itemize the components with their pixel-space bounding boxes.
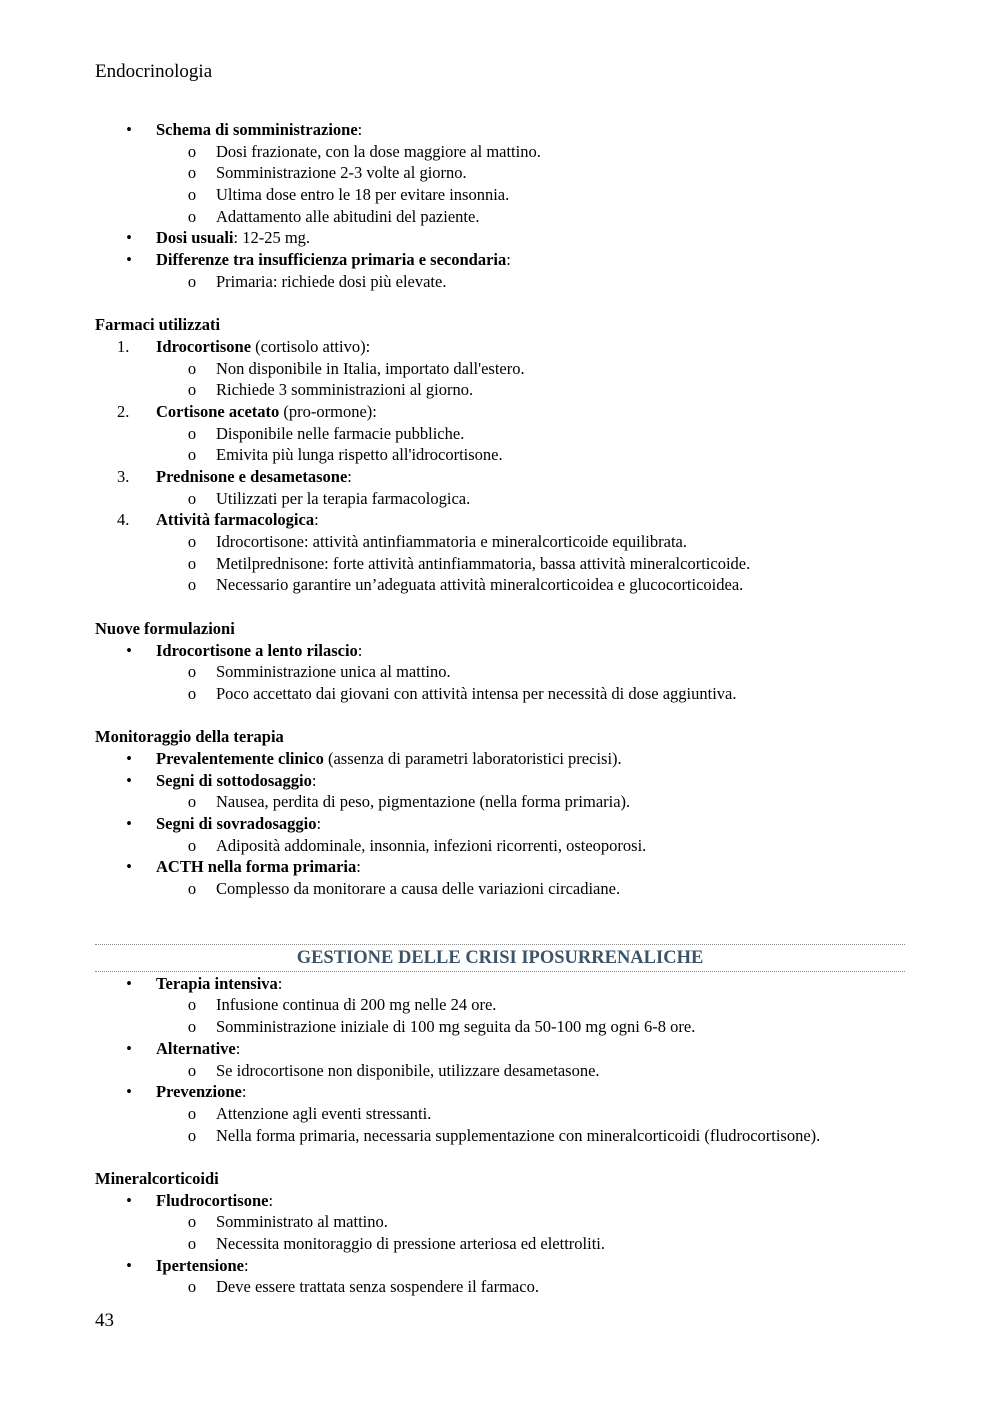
sub-item: o Somministrazione iniziale di 100 mg seguita da 50-100 mg ogni 6-8 ore. [187, 1017, 696, 1037]
item-number: 4. [117, 510, 130, 530]
bullet-marker: • [126, 250, 132, 270]
sub-item: o Ultima dose entro le 18 per evitare insonnia. [187, 185, 510, 205]
sub-marker: o [187, 1060, 197, 1080]
sub-item: o Poco accettato dai giovani con attività intensa per necessità di dose aggiuntiva. [187, 683, 737, 703]
numbered-item: 2. Cortisone acetato (pro-ormone): [117, 401, 377, 421]
bullet-marker: • [126, 1038, 132, 1058]
bullet-item: • Prevenzione: [95, 1081, 910, 1103]
sub-item: o Somministrato al mattino. [187, 1212, 388, 1232]
bullet-item: • Segni di sovradosaggio: [95, 813, 910, 835]
bullet-marker: • [126, 1255, 132, 1275]
spacer [95, 900, 910, 938]
bullet-marker: • [126, 228, 132, 248]
sub-marker: o [187, 163, 197, 183]
spacer [95, 1146, 910, 1168]
sub-item: o Dosi frazionate, con la dose maggiore al mattino. [187, 141, 541, 161]
bullet-item: • Alternative: [95, 1038, 910, 1060]
sub-item: o Nella forma primaria, necessaria supplementazione con mineralcorticoidi (fludrocortisone). [187, 1125, 821, 1145]
sub-marker: o [187, 792, 197, 812]
sub-item: o Complesso da monitorare a causa delle variazioni circadiane. [187, 879, 621, 899]
sub-marker: o [187, 575, 197, 595]
bullet-item: • Prevalentemente clinico (assenza di parametri laboratoristici precisi). [95, 748, 910, 770]
sub-item: o Idrocortisone: attività antinfiammatoria e mineralcorticoide equilibrata. [187, 532, 687, 552]
sub-item: o Adattamento alle abitudini del paziente. [187, 206, 480, 226]
sub-item: o Somministrazione unica al mattino. [187, 662, 451, 682]
sub-item: o Metilprednisone: forte attività antinfiammatoria, bassa attività mineralcorticoide. [187, 553, 751, 573]
bullet-marker: • [126, 973, 132, 993]
numbered-item: 1. Idrocortisone (cortisolo attivo): [117, 336, 371, 356]
sub-item: o Primaria: richiede dosi più elevate. [187, 271, 447, 291]
bullet-item: • Dosi usuali: 12-25 mg. [95, 227, 910, 249]
item-number: 2. [117, 401, 130, 421]
sub-marker: o [187, 358, 197, 378]
section-heading: Monitoraggio della terapia [95, 727, 284, 747]
sub-item: o Richiede 3 somministrazioni al giorno. [187, 380, 474, 400]
bullet-marker: • [126, 814, 132, 833]
sub-marker: o [187, 1103, 197, 1123]
sub-marker: o [187, 662, 197, 682]
spacer [95, 705, 910, 727]
sub-marker: o [187, 532, 197, 552]
sub-marker: o [187, 1234, 197, 1253]
sub-item: o Nausea, perdita di peso, pigmentazione (nella forma primaria). [187, 792, 631, 812]
sub-item: o Infusione continua di 200 mg nelle 24 ore. [187, 995, 497, 1015]
bullet-marker: • [126, 770, 132, 790]
sub-marker: o [187, 1277, 197, 1297]
sub-item: o Emivita più lunga rispetto all'idrocortisone. [187, 445, 503, 465]
bullet-item: • Schema di somministrazione: [95, 119, 910, 141]
sub-item: o Necessario garantire un’adeguata attività mineralcorticoidea e glucocorticoidea. [187, 575, 744, 595]
item-number: 1. [117, 336, 130, 356]
sub-marker: o [187, 185, 197, 205]
sub-marker: o [187, 206, 197, 226]
bullet-item: • Terapia intensiva: [95, 973, 910, 995]
sub-marker: o [187, 995, 197, 1015]
sub-item: o Somministrazione 2-3 volte al giorno. [187, 163, 467, 183]
page-number: 43 [95, 1310, 114, 1331]
sub-marker: o [187, 1212, 197, 1232]
bullet-item: • Idrocortisone a lento rilascio: [95, 640, 910, 662]
sub-marker: o [187, 1017, 197, 1037]
bullet-item: • Differenze tra insufficienza primaria e secondaria: [95, 249, 910, 271]
section-heading: Farmaci utilizzati [95, 315, 221, 335]
sub-item: o Necessita monitoraggio di pressione arteriosa ed elettroliti. [187, 1234, 606, 1253]
bullet-marker: • [126, 857, 132, 877]
sub-marker: o [187, 271, 197, 291]
bullet-item: • Ipertensione: [95, 1255, 910, 1277]
section-banner: GESTIONE DELLE CRISI IPOSURRENALICHE [95, 944, 905, 972]
sub-item: o Adiposità addominale, insonnia, infezioni ricorrenti, osteoporosi. [187, 835, 647, 855]
bullet-marker: • [126, 1190, 132, 1210]
sub-item: o Utilizzati per la terapia farmacologica. [187, 488, 471, 508]
spacer [95, 293, 910, 315]
page-content [95, 119, 910, 1298]
numbered-item: 3. Prednisone e desametasone: [117, 467, 352, 486]
section-heading: Nuove formulazioni [95, 618, 235, 638]
sub-marker: o [187, 879, 197, 899]
sub-marker: o [187, 553, 197, 573]
sub-marker: o [187, 141, 197, 161]
bullet-marker: • [126, 640, 132, 660]
running-header: Endocrinologia [95, 61, 213, 82]
sub-item: o Attenzione agli eventi stressanti. [187, 1103, 432, 1123]
sub-marker: o [187, 445, 197, 465]
sub-item: o Deve essere trattata senza sospendere il farmaco. [187, 1277, 539, 1297]
bullet-item: • ACTH nella forma primaria: [95, 856, 910, 878]
sub-marker: o [187, 835, 197, 855]
spacer [95, 596, 910, 618]
bullet-marker: • [126, 120, 132, 139]
sub-item: o Se idrocortisone non disponibile, utilizzare desametasone. [187, 1060, 600, 1080]
bullet-item: • Fludrocortisone: [95, 1190, 910, 1212]
bullet-marker: • [126, 1082, 132, 1102]
numbered-item: 4. Attività farmacologica: [117, 510, 319, 530]
sub-marker: o [187, 488, 197, 508]
sub-item: o Disponibile nelle farmacie pubbliche. [187, 423, 465, 443]
sub-marker: o [187, 423, 197, 443]
item-number: 3. [117, 467, 130, 486]
sub-marker: o [187, 1125, 197, 1145]
sub-item: o Non disponibile in Italia, importato dall'estero. [187, 358, 525, 378]
sub-marker: o [187, 683, 197, 703]
bullet-item: • Segni di sottodosaggio: [95, 770, 910, 792]
bullet-marker: • [126, 748, 132, 768]
sub-marker: o [187, 380, 197, 400]
section-heading: Mineralcorticoidi [95, 1168, 219, 1188]
